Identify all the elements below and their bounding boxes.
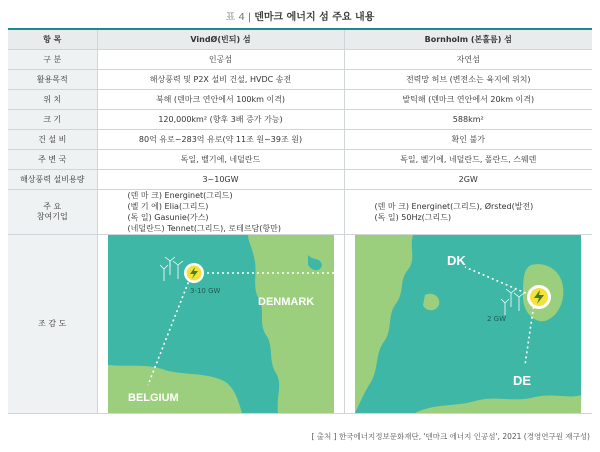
capacity-label: 2 GW xyxy=(487,315,507,323)
partners-row xyxy=(8,190,592,235)
partners-label-line2: 참여기업 xyxy=(36,212,68,221)
cell-vindo: 80억 유로~283억 유로(약 11조 원~39조 원) xyxy=(97,130,344,150)
bornholm-aerial-map xyxy=(355,235,581,413)
vindo-aerial-map xyxy=(108,235,334,413)
cell-bornholm: 확인 불가 xyxy=(344,130,592,150)
cell-bornholm: 588km² xyxy=(344,110,592,130)
partner-entry: (독 일) Gasunie(가스) xyxy=(127,213,209,222)
cell-vindo: 독일, 벨기에, 네덜란드 xyxy=(97,150,344,170)
cell-bornholm: 독일, 벨기에, 네덜란드, 폴란드, 스웨덴 xyxy=(344,150,592,170)
table-row xyxy=(8,50,592,70)
table-caption xyxy=(0,8,600,23)
row-label: 주 변 국 xyxy=(8,150,97,170)
country-label-dk: DK xyxy=(447,253,467,268)
partners-label-line1: 주 요 xyxy=(43,202,62,211)
energy-hub-icon xyxy=(527,285,551,309)
cell-vindo: 북해 (덴마크 연안에서 100km 이격) xyxy=(97,90,344,110)
partners-label xyxy=(8,190,97,235)
partner-entry: (덴 마 크) Energinet(그리드) xyxy=(127,191,233,200)
capacity-label: 3-10 GW xyxy=(189,287,220,295)
cell-vindo: 인공섬 xyxy=(97,50,344,70)
map-row xyxy=(8,235,592,414)
row-label: 크 기 xyxy=(8,110,97,130)
header-bornholm: Bornholm (본홀름) 섬 xyxy=(344,29,592,50)
partner-entry: (벨 기 에) Elia(그리드) xyxy=(127,202,209,211)
cell-bornholm: 발틱해 (덴마크 연안에서 20km 이격) xyxy=(344,90,592,110)
table-title: 덴마크 에너지 섬 주요 내용 xyxy=(254,12,375,23)
country-label-belgium: BELGIUM xyxy=(127,392,179,404)
caption-separator: | xyxy=(247,12,252,23)
table-header-row xyxy=(8,29,592,50)
partners-bornholm xyxy=(344,190,592,235)
header-vindo: VindØ(빈되) 섬 xyxy=(97,29,344,50)
row-label: 활용목적 xyxy=(8,70,97,90)
cell-bornholm: 자연섬 xyxy=(344,50,592,70)
partner-entry: (독 일) 50Hz(그리드) xyxy=(374,213,452,222)
cell-vindo: 해상풍력 및 P2X 설비 건설, HVDC 송전 xyxy=(97,70,344,90)
table-row xyxy=(8,70,592,90)
partners-vindo xyxy=(97,190,344,235)
row-label: 건 설 비 xyxy=(8,130,97,150)
table-row xyxy=(8,130,592,150)
country-label-de: DE xyxy=(513,373,532,388)
table-row xyxy=(8,150,592,170)
cell-bornholm: 전력망 허브 (변전소는 육지에 위치) xyxy=(344,70,592,90)
vindo-map-svg xyxy=(108,235,334,413)
row-label: 해상풍력 설비용량 xyxy=(8,170,97,190)
cell-vindo: 3~10GW xyxy=(97,170,344,190)
map-row-label: 조 감 도 xyxy=(8,235,97,414)
table-number: 표 4 xyxy=(225,12,245,23)
country-label-denmark: DENMARK xyxy=(257,296,314,308)
table-row xyxy=(8,110,592,130)
table-row xyxy=(8,170,592,190)
row-label: 구 분 xyxy=(8,50,97,70)
cell-vindo: 120,000km² (향후 3배 증가 가능) xyxy=(97,110,344,130)
source-footnote: [ 출처 ] 한국에너지정보문화재단, '덴마크 에너지 인공섬', 2021 (경영연구원 재구성) xyxy=(311,432,590,441)
energy-hub-icon xyxy=(184,263,204,283)
row-label: 위 치 xyxy=(8,90,97,110)
energy-island-table xyxy=(8,28,592,414)
map-cell-bornholm xyxy=(344,235,592,414)
bornholm-map-svg xyxy=(355,235,581,413)
map-cell-vindo xyxy=(97,235,344,414)
cell-bornholm: 2GW xyxy=(344,170,592,190)
partner-entry: (네덜란드) Tennet(그리드), 로테르담(항만) xyxy=(127,224,281,233)
partner-entry: (덴 마 크) Energinet(그리드), Ørsted(발전) xyxy=(374,202,534,211)
header-item: 항 목 xyxy=(8,29,97,50)
table-row xyxy=(8,90,592,110)
